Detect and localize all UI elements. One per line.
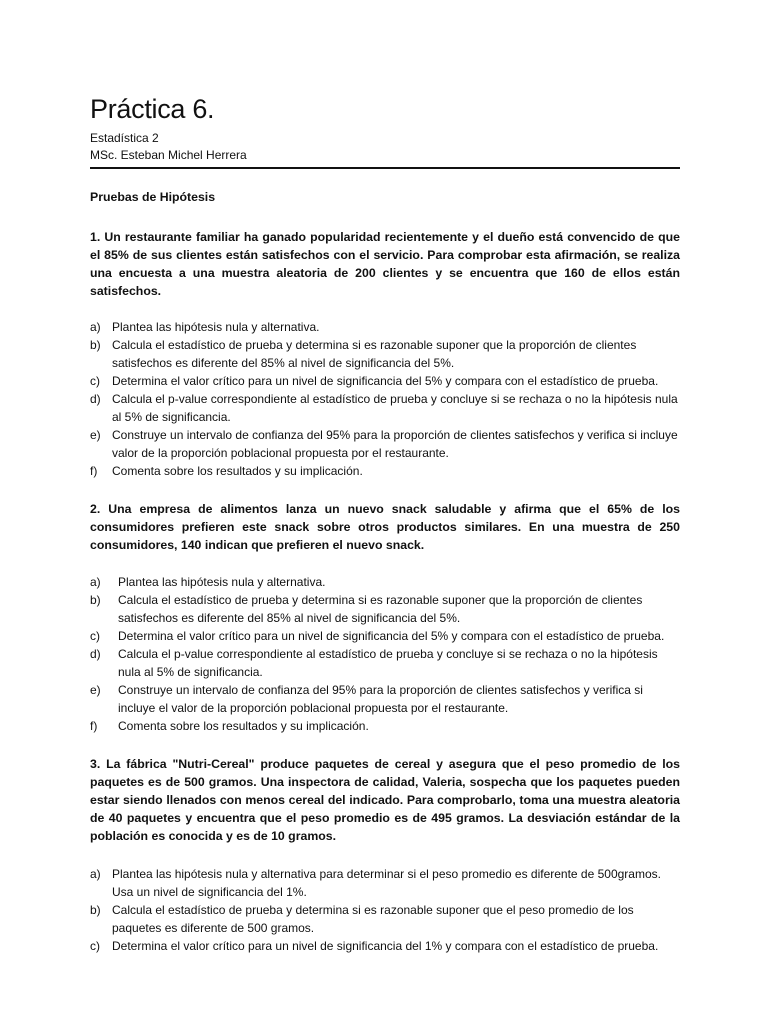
item-marker: d) (90, 392, 101, 406)
course-name: Estadística 2 (90, 131, 159, 145)
problem-3-statement: 3. La fábrica "Nutri-Cereal" produce paquetes de cereal y asegura que el peso promedio de los paquetes es de 500 gramos. Una inspectora de calidad, Valeria, sospecha que los paquetes pueden estar siendo llenados con menos cereal del indicado. Para comprobarlo, toma una muestra aleatoria de 40 paquetes y encuentra que el peso promedio es de 495 gramos. La desviación estándar de la población es conocida y es de 10 gramos. (90, 757, 680, 843)
item-marker: e) (90, 428, 101, 442)
item-marker: a) (90, 575, 101, 589)
list-item (90, 372, 680, 390)
problem-1-items (90, 318, 680, 480)
item-text: Determina el valor crítico para un nivel de significancia del 5% y compara con el estadístico de prueba. (112, 374, 659, 388)
item-marker: b) (90, 903, 101, 917)
item-text: Construye un intervalo de confianza del 95% para la proporción de clientes satisfechos y verifica si incluye el valor de la proporción poblacional propuesta por el restaurante. (118, 683, 643, 715)
item-text: Calcula el estadístico de prueba y determina si es razonable suponer que la proporción de clientes satisfechos es diferente del 85% al nivel de significancia del 5%. (118, 593, 643, 625)
list-item (90, 937, 680, 955)
item-text: Calcula el estadístico de prueba y determina si es razonable suponer que la proporción de clientes satisfechos es diferente del 85% al nivel de significancia del 5%. (112, 338, 637, 370)
list-item (90, 717, 680, 735)
item-text: Construye un intervalo de confianza del 95% para la proporción de clientes satisfechos y verifica si incluye valor de la proporción poblacional propuesta por el restaurante. (112, 428, 678, 460)
header-divider (90, 167, 680, 169)
item-text: Plantea las hipótesis nula y alternativa. (112, 320, 320, 334)
item-marker: c) (90, 939, 100, 953)
list-item (90, 426, 680, 462)
item-marker: b) (90, 593, 101, 607)
item-marker: b) (90, 338, 101, 352)
item-marker: f) (90, 464, 98, 478)
list-item (90, 591, 680, 627)
page-title: Práctica 6. (90, 94, 215, 124)
item-text: Plantea las hipótesis nula y alternativa. (118, 575, 326, 589)
item-marker: c) (90, 629, 100, 643)
item-marker: f) (90, 719, 98, 733)
item-text: Calcula el estadístico de prueba y determina si es razonable suponer que el peso promedio de los paquetes es diferente de 500 gramos. (112, 903, 634, 935)
list-item (90, 865, 680, 901)
item-text: Calcula el p-value correspondiente al estadístico de prueba y concluye si se rechaza o no la hipótesis nula al 5% de significancia. (118, 647, 658, 679)
problem-3-items (90, 865, 680, 955)
problem-1-statement: 1. Un restaurante familiar ha ganado popularidad recientemente y el dueño está convencido de que el 85% de sus clientes están satisfechos con el servicio. Para comprobar esta afirmación, se realiza una encuesta a una muestra aleatoria de 200 clientes y se encuentra que 160 de ellos están satisfechos. (90, 230, 680, 298)
list-item (90, 681, 680, 717)
item-marker: e) (90, 683, 101, 697)
list-item (90, 462, 680, 480)
list-item (90, 645, 680, 681)
problem-2-items (90, 573, 680, 735)
item-marker: d) (90, 647, 101, 661)
list-item (90, 318, 680, 336)
item-text: Determina el valor crítico para un nivel de significancia del 1% y compara con el estadístico de prueba. (112, 939, 659, 953)
item-marker: c) (90, 374, 100, 388)
problem-2-statement: 2. Una empresa de alimentos lanza un nuevo snack saludable y afirma que el 65% de los consumidores prefieren este snack sobre otros productos similares. En una muestra de 250 consumidores, 140 indican que prefieren el nuevo snack. (90, 502, 680, 552)
item-text: Calcula el p-value correspondiente al estadístico de prueba y concluye si se rechaza o no la hipótesis nula al 5% de significancia. (112, 392, 678, 424)
list-item (90, 901, 680, 937)
item-text: Determina el valor crítico para un nivel de significancia del 5% y compara con el estadístico de prueba. (118, 629, 665, 643)
item-text: Plantea las hipótesis nula y alternativa para determinar si el peso promedio es diferente de 500gramos. Usa un nivel de significancia del 1%. (112, 867, 661, 899)
section-title: Pruebas de Hipótesis (90, 190, 216, 204)
item-marker: a) (90, 320, 101, 334)
list-item (90, 336, 680, 372)
item-marker: a) (90, 867, 101, 881)
item-text: Comenta sobre los resultados y su implicación. (112, 464, 363, 478)
author-name: MSc. Esteban Michel Herrera (90, 148, 247, 162)
list-item (90, 573, 680, 591)
list-item (90, 390, 680, 426)
item-text: Comenta sobre los resultados y su implicación. (118, 719, 369, 733)
list-item (90, 627, 680, 645)
